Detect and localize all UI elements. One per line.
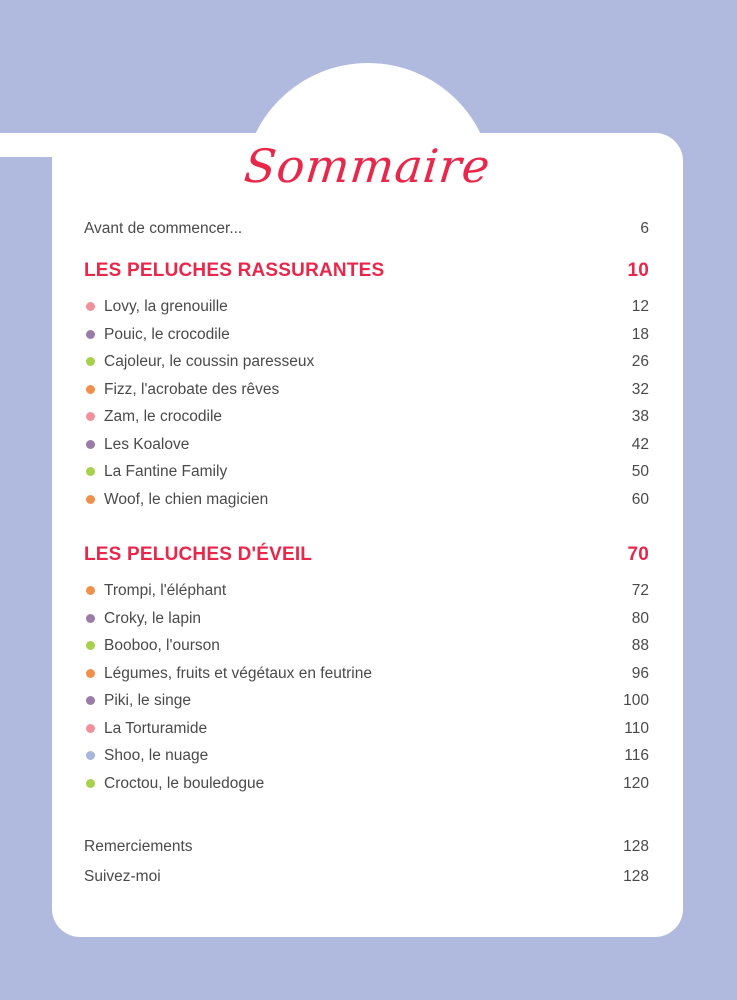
toc-entry-item[interactable] (84, 611, 649, 639)
toc-entry-item[interactable] (84, 583, 649, 611)
toc-entry-endmatter-page-number: 128 (623, 868, 649, 885)
toc-entry-intro[interactable] (84, 221, 649, 251)
bullet-green-icon (86, 779, 95, 788)
toc-entry-item-label: La Torturamide (104, 719, 208, 737)
bullet-orange-icon (86, 586, 95, 595)
bullet-purple-icon (86, 440, 95, 449)
toc-entry-endmatter-label: Suivez-moi (84, 868, 161, 885)
toc-entry-item[interactable] (84, 382, 649, 410)
page-title: Sommaire (241, 139, 494, 193)
toc-entry-item-label: Pouic, le crocodile (104, 325, 230, 343)
spacer-between-sections (84, 519, 649, 545)
toc-entry-item-label: Croky, le lapin (104, 609, 202, 627)
toc-entry-item-page-number: 38 (631, 408, 649, 425)
toc-entry-item-page-number: 60 (631, 490, 649, 508)
toc-entry-item-page-number: 26 (631, 353, 649, 370)
toc-entry-item-label: Trompi, l'éléphant (104, 582, 227, 599)
toc-entry-item-label: Booboo, l'ourson (104, 637, 220, 654)
toc-entry-item-page-number: 100 (623, 692, 649, 709)
toc-entry-item[interactable] (84, 721, 649, 749)
toc-entry-item-page-number: 32 (631, 380, 649, 398)
toc-entry-endmatter[interactable] (84, 839, 649, 869)
bullet-green-icon (86, 357, 95, 366)
toc-entry-item-page-number: 110 (624, 719, 649, 737)
bullet-orange-icon (86, 669, 95, 678)
toc-entry-item-label: Lovy, la grenouille (104, 298, 228, 315)
toc-section-heading[interactable] (84, 261, 649, 299)
toc-entry-item-label: La Fantine Family (104, 463, 228, 480)
toc-entry-item[interactable] (84, 776, 649, 804)
toc-section-heading-label: LES PELUCHES RASSURANTES (84, 260, 385, 281)
toc-entry-item[interactable] (84, 492, 649, 520)
toc-entry-item-label: Légumes, fruits et végétaux en feutrine (104, 664, 372, 682)
toc-entry-item-page-number: 18 (631, 325, 649, 343)
toc-section-heading-label: LES PELUCHES D'ÉVEIL (84, 544, 313, 565)
toc-entry-intro-page-number: 6 (640, 220, 649, 237)
toc-entry-item[interactable] (84, 693, 649, 721)
toc-entry-item[interactable] (84, 437, 649, 465)
toc-entry-item[interactable] (84, 638, 649, 666)
bullet-orange-icon (86, 495, 95, 504)
bullet-orange-icon (86, 385, 95, 394)
spacer-before-endmatter (84, 803, 649, 839)
bullet-pink-icon (86, 302, 95, 311)
toc-entry-intro-label: Avant de commencer... (84, 220, 243, 237)
toc-entry-item-label: Les Koalove (104, 435, 190, 453)
toc-entry-item-label: Fizz, l'acrobate des rêves (104, 380, 280, 398)
toc-section-heading-page-number: 10 (627, 260, 649, 281)
toc-entry-item[interactable] (84, 464, 649, 492)
toc-entry-endmatter-page-number: 128 (623, 838, 649, 855)
toc-section-heading[interactable] (84, 545, 649, 583)
toc-entry-item[interactable] (84, 354, 649, 382)
toc-entry-item[interactable] (84, 299, 649, 327)
toc-entry-item-label: Piki, le singe (104, 692, 192, 709)
toc-entry-item-page-number: 88 (631, 637, 649, 654)
bullet-blue-icon (86, 751, 95, 760)
toc-entry-item-label: Zam, le crocodile (104, 408, 223, 425)
toc-entry-endmatter-label: Remerciements (84, 838, 193, 855)
toc-entry-item-label: Croctou, le bouledogue (104, 774, 265, 792)
bullet-purple-icon (86, 330, 95, 339)
toc-section-heading-page-number: 70 (627, 544, 649, 565)
table-of-contents (84, 221, 649, 899)
toc-entry-item-label: Woof, le chien magicien (104, 490, 269, 508)
toc-entry-endmatter[interactable] (84, 869, 649, 899)
toc-entry-item-page-number: 50 (631, 463, 649, 480)
toc-entry-item-page-number: 116 (624, 747, 649, 764)
bullet-pink-icon (86, 412, 95, 421)
bullet-pink-icon (86, 724, 95, 733)
bullet-purple-icon (86, 696, 95, 705)
toc-entry-item-label: Cajoleur, le coussin paresseux (104, 353, 315, 370)
toc-entry-item-label: Shoo, le nuage (104, 747, 209, 764)
toc-entry-item-page-number: 42 (631, 435, 649, 453)
toc-entry-item[interactable] (84, 327, 649, 355)
card-content (52, 133, 683, 937)
toc-entry-item-page-number: 96 (631, 664, 649, 682)
bullet-green-icon (86, 467, 95, 476)
bullet-green-icon (86, 641, 95, 650)
toc-entry-item-page-number: 80 (631, 609, 649, 627)
toc-entry-item[interactable] (84, 748, 649, 776)
toc-entry-item-page-number: 12 (631, 298, 649, 315)
toc-entry-item-page-number: 120 (623, 774, 649, 792)
toc-entry-item-page-number: 72 (631, 582, 649, 599)
toc-entry-item[interactable] (84, 409, 649, 437)
toc-entry-item[interactable] (84, 666, 649, 694)
bullet-purple-icon (86, 614, 95, 623)
